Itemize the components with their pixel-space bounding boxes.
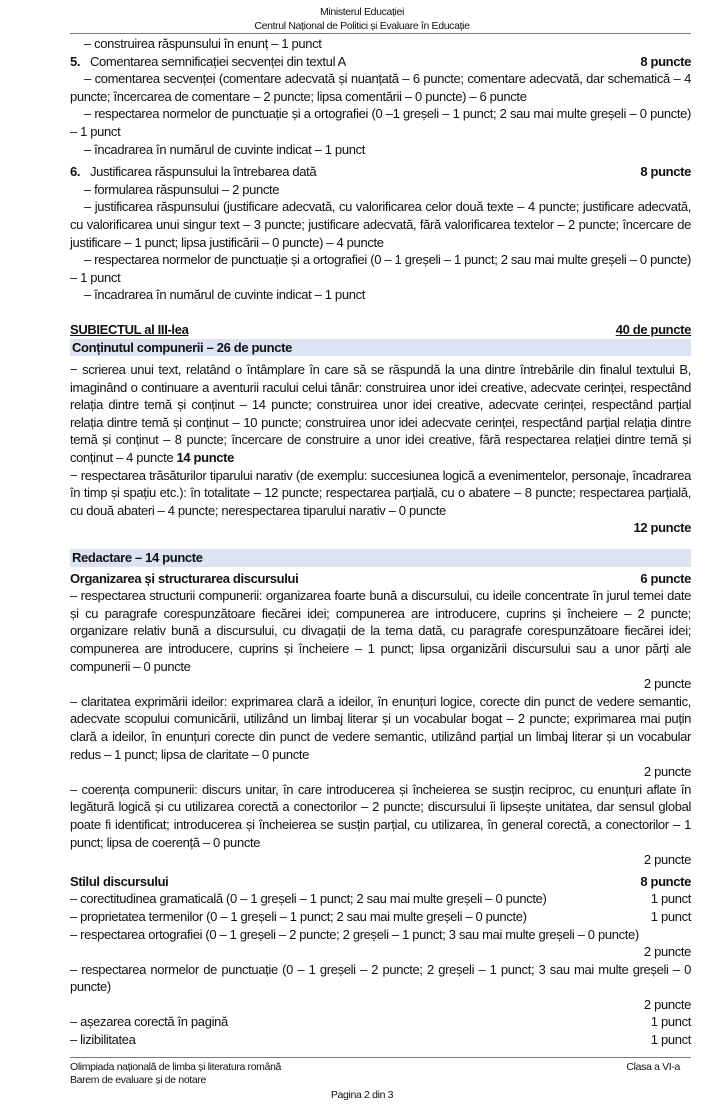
item-6-number: 6. (70, 164, 81, 180)
item-5-title: Comentarea semnificației secvenței din textul A (90, 53, 346, 69)
footer-barem: Barem de evaluare și de notare (70, 1074, 207, 1087)
style-item-points: 1 punct (650, 1032, 691, 1048)
content-para-1-points: 14 puncte (176, 450, 235, 466)
style-item (70, 961, 691, 1014)
content-para-2-points: 12 puncte (633, 520, 691, 536)
item-6-title: Justificarea răspunsului la întrebarea dată (90, 164, 317, 180)
org-item-text: – respectarea structurii compunerii: organizarea foarte bună a discursului, cu ideile concentrate în jurul temei date și cu paragrafe corespunzătoare fiecărei idei; compunerea are introducere, cuprins și încheiere – 2 puncte; organizare relativ bună a discursului, cu divagații de la tema dată, cu paragrafe corespunzătoare fiecărei idei; compunerea are introducere, cuprins și încheiere – 1 punct; lipsa organizării discursului sau a unor părți ale compunerii – 0 puncte (70, 588, 691, 674)
org-item-points: 2 puncte (643, 676, 691, 692)
item-6-bullet: – formularea răspunsului – 2 puncte (84, 181, 280, 197)
page-header (0, 5, 724, 33)
style-points: 8 puncte (640, 873, 691, 889)
style-item (70, 890, 691, 908)
style-item (70, 926, 691, 961)
org-item-points: 2 puncte (643, 852, 691, 868)
style-item-points: 1 punct (650, 1014, 691, 1030)
subject-3-points: 40 de puncte (615, 321, 691, 337)
style-item-points: 2 puncte (643, 944, 691, 960)
item-5-bullet: – comentarea secvenței (comentare adecvată și nuanțată – 6 puncte; comentare adecvată, dar schematică – 4 puncte; încercarea de comentare – 2 puncte; lipsa comentării – 0 puncte) – 6 puncte (70, 71, 691, 104)
item-6-bullet: – justificarea răspunsului (justificare adecvată, cu valorificarea celor două texte – 4 puncte; justificare adecvată, cu valorificarea unui singur text – 3 puncte; justificare adecvată, fără valorificarea textelor – 2 puncte; încercare de justificare – 1 punct; lipsa justificării – 0 puncte) – 4 puncte (70, 199, 691, 250)
page-content (70, 34, 691, 1049)
header-ministry: Ministerul Educației (319, 6, 405, 18)
header-center: Centrul Național de Politici și Evaluare în Educație (254, 20, 470, 32)
top-item: – construirea răspunsului în enunț – 1 punct (84, 36, 322, 51)
org-item-text: – claritatea exprimării ideilor: exprimarea clară a ideilor, în enunțuri logice, corecte din punct de vedere semantic, adecvate scopului comunicării, utilizând un limbaj literar și un vocabular bogat – 2 puncte; exprimarea mai puțin clară a ideilor, în enunțuri corecte din punct de vedere semantic, utilizând parțial un limbaj literar și un vocabular redus – 1 punct; lipsa de claritate – 0 puncte (70, 693, 691, 762)
style-title: Stilul discursului (70, 873, 169, 889)
org-title: Organizarea și structurarea discursului (70, 570, 299, 586)
redactare-title: Redactare – 14 puncte (70, 549, 691, 567)
org-heading (70, 570, 691, 588)
style-item-text: – așezarea corectă în pagină (70, 1014, 228, 1030)
style-item-points: 2 puncte (643, 996, 691, 1012)
subject-3-title: SUBIECTUL al III-lea (70, 321, 189, 337)
org-item-text: – coerența compunerii: discurs unitar, în care introducerea și încheierea se susțin reciproc, cu enunțuri aflate în legătură logică și cu utilizarea corectă a conectorilor – 2 puncte; discursului îi lipsește unitatea, dar sensul global poate fi identificat; introducerea și încheierea se susțin parțial, cu utilizarea, în general corectă, a conectorilor – 1 punct; lipsa de coerență – 0 puncte (70, 781, 691, 850)
org-item (70, 693, 691, 781)
style-item-points: 1 punct (650, 891, 691, 907)
item-5-bullet: – respectarea normelor de punctuație și a ortografiei (0 –1 greșeli – 1 punct; 2 sau mai multe greșeli – 0 puncte) – 1 punct (70, 106, 691, 139)
footer-class: Clasa a VI-a (626, 1060, 680, 1073)
content-section-title: Conținutul compunerii – 26 de puncte (70, 339, 691, 357)
style-item (70, 1031, 691, 1049)
style-item-text: – corectitudinea gramaticală (0 – 1 greșeli – 1 punct; 2 sau mai multe greșeli – 0 puncte) (70, 891, 547, 907)
content-para-1-text: − scrierea unui text, relatând o întâmplare în care să se răspundă la una dintre întrebările din finalul textului B, imaginând o continuare a aventurii racului celui tânăr: construirea unor idei creative, adecvate cerinței, respectând relația dintre temă și conținut – 14 puncte; construirea unor idei creative, adecvate cerinței, respectând parțial relația dintre temă și conținut – 10 puncte; construirea unor idei adecvate cerinței, respectând parțial relația dintre temă și conținut – 8 puncte; încercare de construire a unor idei creative, fără respectarea relației dintre temă și conținut – 4 puncte (70, 362, 691, 466)
item-6-points: 8 puncte (640, 164, 691, 180)
item-5-number: 5. (70, 53, 81, 69)
content-para-2: − respectarea trăsăturilor tiparului narativ (de exemplu: succesiunea logică a evenimentelor, personaje, încadrarea în timp și spațiu etc.): în totalitate – 12 puncte; respectarea parțială, cu o abatere – 8 puncte; respectarea parțială, cu două abateri – 4 puncte; nerespectarea tiparului narativ – 0 puncte (70, 467, 691, 518)
footer-olympiad: Olimpiada națională de limba și literatura română (70, 1060, 282, 1073)
item-5-bullet: – încadrarea în numărul de cuvinte indicat – 1 punct (84, 141, 365, 157)
style-item-text: – respectarea normelor de punctuație (0 – 1 greșeli – 2 puncte; 2 greșeli – 1 punct; 3 sau mai multe greșeli – 0 puncte) (70, 961, 691, 995)
item-5-points: 8 puncte (640, 53, 691, 69)
org-item-points: 2 puncte (643, 764, 691, 780)
style-item (70, 1013, 691, 1031)
page-footer (70, 1058, 680, 1088)
item-6 (70, 163, 691, 304)
item-6-bullet: – încadrarea în numărul de cuvinte indicat – 1 punct (84, 287, 365, 303)
item-6-bullet: – respectarea normelor de punctuație și a ortografiei (0 – 1 greșeli – 1 punct; 2 sau mai multe greșeli – 0 puncte) – 1 punct (70, 252, 691, 285)
page-number: Pagina 2 din 3 (330, 1088, 394, 1101)
item-5 (70, 53, 691, 159)
org-item (70, 781, 691, 869)
style-item-text: – lizibilitatea (70, 1032, 136, 1048)
style-item-text: – proprietatea termenilor (0 – 1 greșeli – 1 punct; 2 sau mai multe greșeli – 0 puncte) (70, 908, 527, 924)
style-heading (70, 873, 691, 891)
org-item (70, 587, 691, 693)
style-item-text: – respectarea ortografiei (0 – 1 greșeli – 2 puncte; 2 greșeli – 1 punct; 3 sau mai multe greșeli – 0 puncte) (70, 926, 639, 942)
org-points: 6 puncte (640, 570, 691, 586)
content-para-1 (70, 361, 691, 467)
subject-3-heading (70, 321, 691, 339)
style-item-points: 1 punct (650, 908, 691, 924)
style-item (70, 908, 691, 926)
